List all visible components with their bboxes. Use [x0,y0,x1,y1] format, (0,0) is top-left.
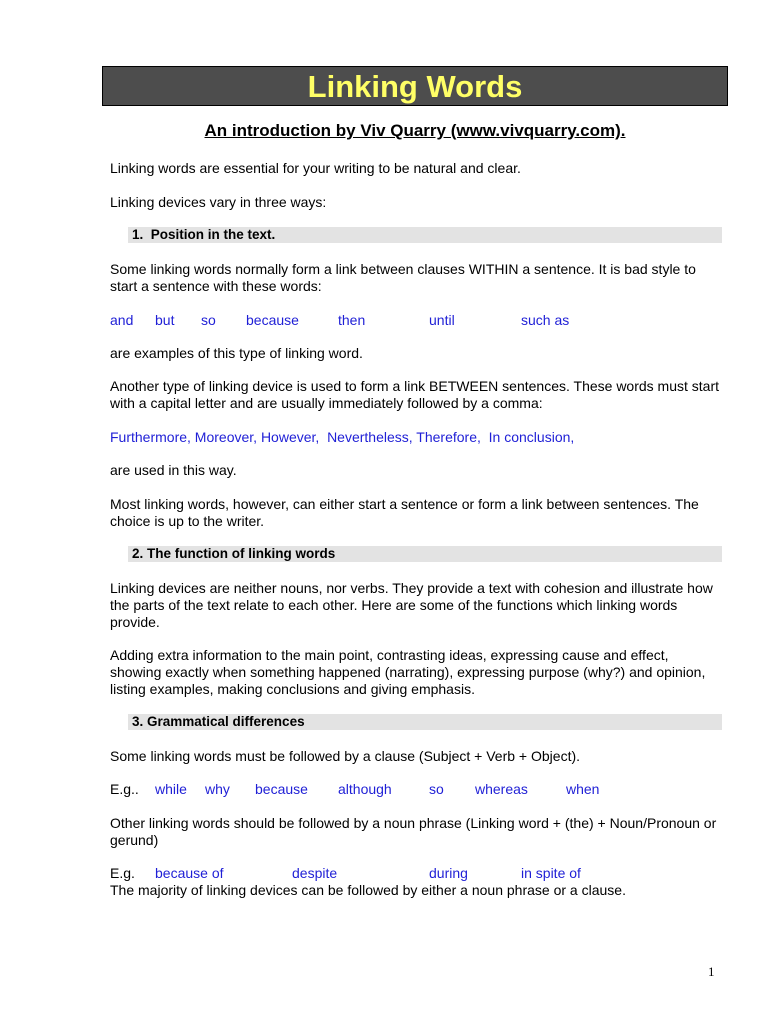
linking-word: then [338,312,366,328]
subtitle: An introduction by Viv Quarry (www.vivquarry.com). [204,121,626,140]
section-1-paragraph-5: Most linking words, however, can either start a sentence or form a link between sentences. The choice is up to the writer. [110,496,699,529]
page-title: Linking Words [307,68,523,104]
section-1-paragraph-1: Some linking words normally form a link between clauses WITHIN a sentence. It is bad style to start a sentence with these words: [110,261,696,294]
linking-word: despite [292,865,338,881]
section-3-heading-bar [128,714,722,730]
section-3-paragraph-2: Other linking words should be followed by a noun phrase (Linking word + (the) + Noun/Pronoun or gerund) [110,815,717,848]
page-number: 1 [708,964,715,979]
section-1-paragraph-2: are examples of this type of linking word. [110,345,363,361]
linking-word: so [201,312,216,328]
linking-word: because [246,312,299,328]
example-label: E.g. [110,865,135,881]
linking-word: why [205,781,230,797]
section-1-heading-bar [128,227,722,243]
linking-word: because of [155,865,224,881]
linking-word: but [155,312,175,328]
linking-word: so [429,781,444,797]
section-1-heading: 1. Position in the text. [132,227,276,242]
section-1-paragraph-4: are used in this way. [110,462,237,478]
title-banner [102,66,728,106]
intro-paragraph-1: Linking words are essential for your writing to be natural and clear. [110,160,521,176]
linking-word: although [338,781,392,797]
between-sentence-linking-words: Furthermore, Moreover, However, Nevertheless, Therefore, In conclusion, [110,429,575,445]
section-2-paragraph-1: Linking devices are neither nouns, nor verbs. They provide a text with cohesion and illustrate how the parts of the text relate to each other. Here are some of the functions which linking words provide. [110,580,713,630]
intro-paragraph-2: Linking devices vary in three ways: [110,194,327,210]
linking-word: in spite of [521,865,581,881]
linking-word: while [155,781,187,797]
linking-word: whereas [475,781,528,797]
section-3-paragraph-3: The majority of linking devices can be followed by either a noun phrase or a clause. [110,882,626,898]
section-2-paragraph-2: Adding extra information to the main point, contrasting ideas, expressing cause and effect, showing exactly when something happened (narrating), expressing purpose (why?) and opinion, listing examples, making conclusions and giving emphasis. [110,647,706,697]
linking-word: and [110,312,134,328]
linking-word: when [566,781,600,797]
section-2-heading-bar [128,546,722,562]
example-label: E.g.. [110,781,139,797]
section-3-heading: 3. Grammatical differences [132,714,305,729]
linking-word: such as [521,312,570,328]
section-2-heading: 2. The function of linking words [132,546,336,561]
linking-word: during [429,865,468,881]
linking-word: until [429,312,455,328]
section-3-paragraph-1: Some linking words must be followed by a clause (Subject + Verb + Object). [110,748,581,764]
linking-word: because [255,781,308,797]
section-1-paragraph-3: Another type of linking device is used to form a link BETWEEN sentences. These words must start with a capital letter and are usually immediately followed by a comma: [110,378,720,411]
